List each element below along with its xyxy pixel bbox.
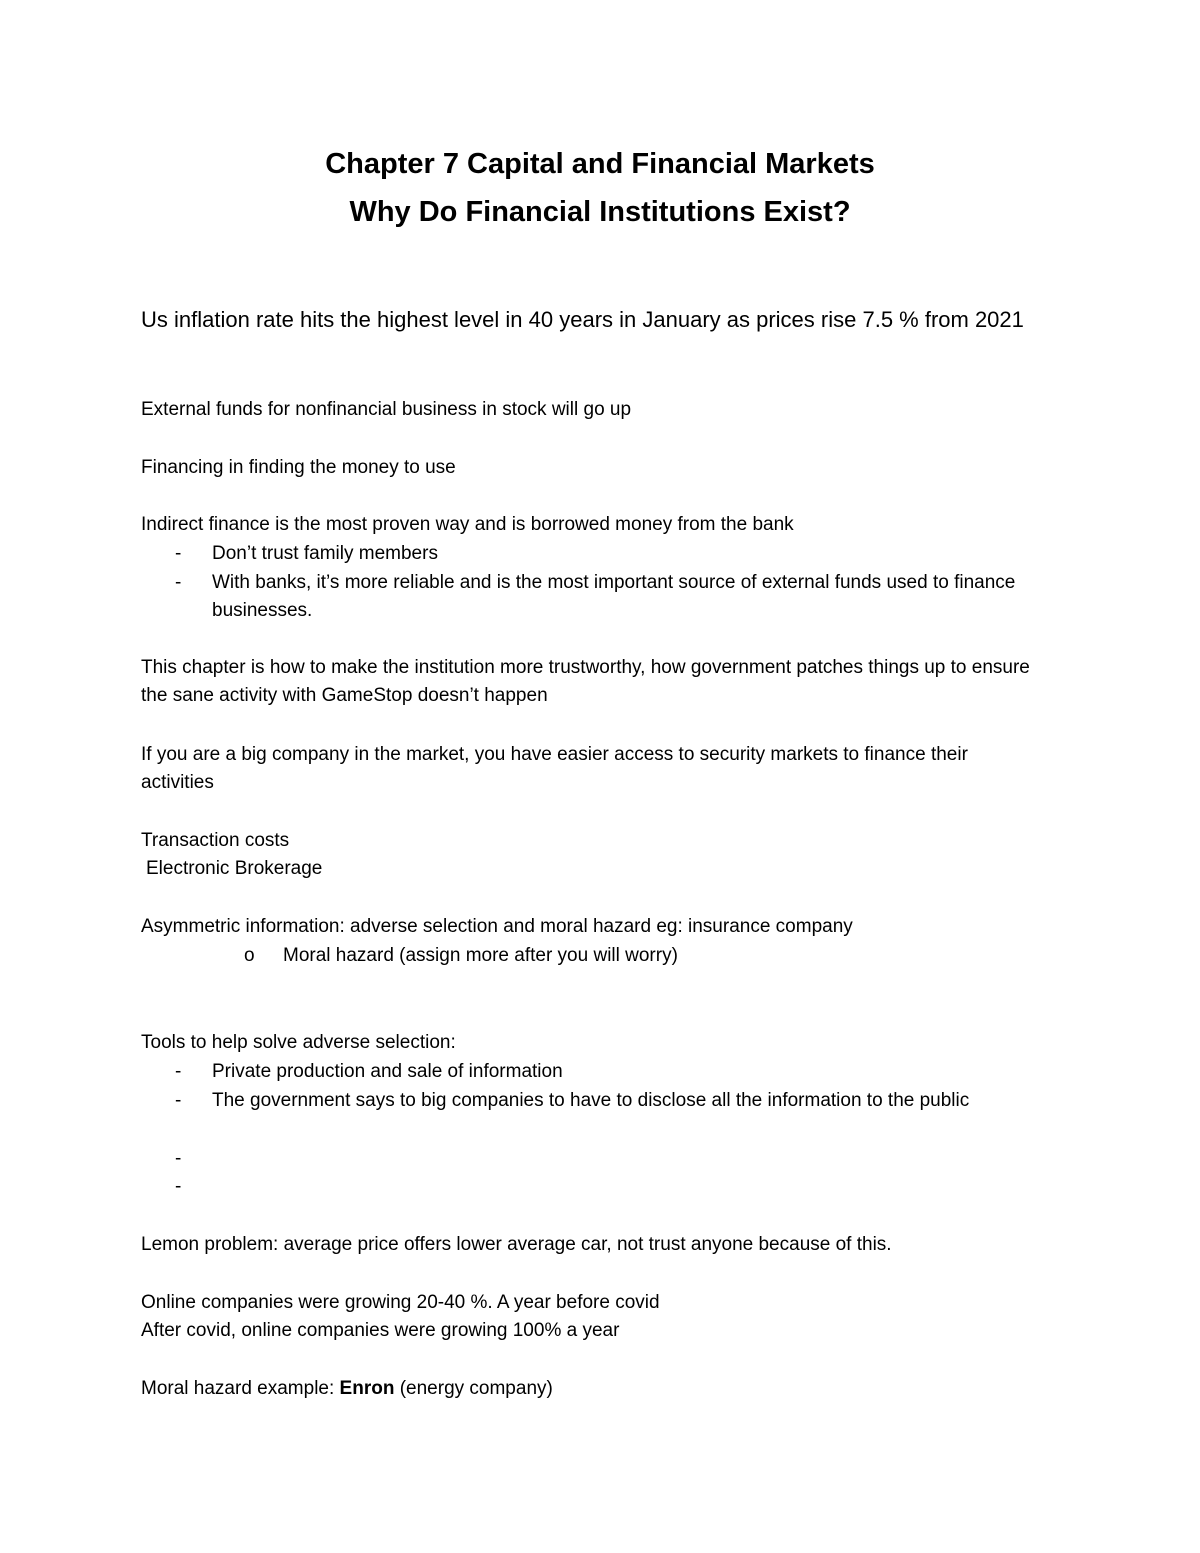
note-asymmetric-information: Asymmetric information: adverse selection and moral hazard eg: insurance company [141,916,853,937]
list-item-text: With banks, it’s more reliable and is the most important source of external funds used to finance businesses. [212,572,1016,621]
moral-hazard-company: Enron [339,1378,395,1399]
list-item-text: Don’t trust family members [212,543,438,564]
note-online-after-covid: After covid, online companies were growing 100% a year [141,1320,620,1341]
note-lemon-problem: Lemon problem: average price offers lower average car, not trust anyone because of this. [141,1234,892,1255]
moral-hazard-prefix: Moral hazard example: [141,1378,340,1399]
bullet-dash: - [175,543,182,564]
moral-hazard-suffix: (energy company) [394,1378,553,1399]
document-title: Chapter 7 Capital and Financial Markets [325,148,875,180]
note-financing: Financing in finding the money to use [141,457,456,478]
sub-list-item-text: Moral hazard (assign more after you will worry) [283,945,678,966]
note-external-funds: External funds for nonfinancial business in stock will go up [141,399,632,420]
list-item-text: Private production and sale of information [212,1061,563,1082]
note-chapter-purpose: This chapter is how to make the institution more trustworthy, how government patches things up to ensure the sane activity with GameStop doesn’t happen [141,657,1030,706]
bullet-dash: - [175,1090,182,1111]
note-online-before-covid: Online companies were growing 20-40 %. A year before covid [141,1292,660,1313]
note-transaction-costs: Transaction costs [141,830,290,851]
bullet-dash: - [175,572,182,593]
note-big-company: If you are a big company in the market, you have easier access to security markets to finance their activities [141,744,968,793]
bullet-dash: - [175,1061,182,1082]
bullet-circle: o [244,945,255,966]
note-tools-heading: Tools to help solve adverse selection: [141,1032,456,1053]
list-item-text: The government says to big companies to have to disclose all the information to the public [212,1090,970,1111]
note-indirect-finance: Indirect finance is the most proven way and is borrowed money from the bank [141,514,794,535]
document-subtitle: Why Do Financial Institutions Exist? [349,196,851,228]
bullet-dash: - [175,1176,182,1197]
note-electronic-brokerage: Electronic Brokerage [146,858,323,879]
note-moral-hazard-example [141,1375,1101,1403]
inflation-headline: Us inflation rate hits the highest level in 40 years in January as prices rise 7.5 % from 2021 [141,307,1024,332]
bullet-dash: - [175,1148,182,1169]
